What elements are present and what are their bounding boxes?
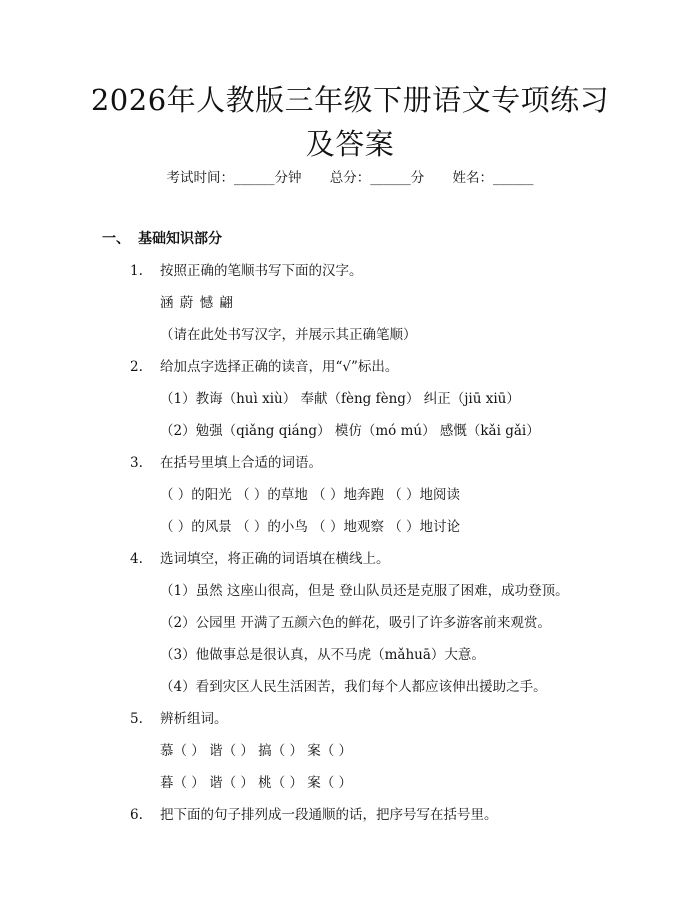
section-number: 一、 [102, 231, 130, 247]
word-group-line: 暮（ ） 谐（ ） 桃（ ） 案（ ） [160, 775, 353, 791]
writing-instruction: （请在此处书写汉字，并展示其正确笔顺） [160, 327, 417, 343]
fill-blank-line: （ ）的风景 （ ）的小鸟 （ ）地观察 （ ）地讨论 [160, 519, 461, 535]
word-group-line: 慕（ ） 谐（ ） 搞（ ） 案（ ） [160, 743, 353, 759]
sentence-line: （3）他做事总是很认真，从不马虎（mǎhuā）大意。 [160, 647, 485, 663]
question-text: 选词填空，将正确的词语填在横线上。 [160, 551, 390, 567]
question-text: 辨析组词。 [160, 711, 228, 727]
question-text: 给加点字选择正确的读音，用“√”标出。 [160, 359, 399, 375]
characters-to-write: 涵 蔚 憾 翩 [160, 295, 234, 311]
exam-info [0, 168, 700, 188]
question-number: 3. [130, 455, 143, 471]
section-heading [102, 229, 222, 249]
section-title: 基础知识部分 [138, 231, 222, 247]
total-score: 总分：______分 [329, 170, 425, 186]
question-number: 1. [130, 263, 143, 279]
question-number: 4. [130, 551, 143, 567]
question-number: 5. [130, 711, 143, 727]
document-title: 2026年人教版三年级下册语文专项练习及答案 [90, 83, 610, 161]
question-text: 在括号里填上合适的词语。 [160, 455, 322, 471]
question-text: 把下面的句子排列成一段通顺的话，把序号写在括号里。 [160, 807, 498, 823]
exam-time: 考试时间：______分钟 [166, 170, 302, 186]
pinyin-choice-line: （1）教诲（huì xiù） 奉献（fèng fèng） 纠正（jiū xiū） [160, 391, 520, 407]
sentence-line: （2）公园里 开满了五颜六色的鲜花，吸引了许多游客前来观赏。 [160, 615, 551, 631]
fill-blank-line: （ ）的阳光 （ ）的草地 （ ）地奔跑 （ ）地阅读 [160, 487, 461, 503]
question-text: 按照正确的笔顺书写下面的汉字。 [160, 263, 363, 279]
student-name: 姓名：______ [452, 170, 534, 186]
question-number: 2. [130, 359, 143, 375]
question-number: 6. [130, 807, 143, 823]
sentence-line: （1）虽然 这座山很高，但是 登山队员还是克服了困难，成功登顶。 [160, 583, 569, 599]
pinyin-choice-line: （2）勉强（qiǎng qiáng） 模仿（mó mú） 感慨（kǎi gǎi） [160, 423, 540, 439]
sentence-line: （4）看到灾区人民生活困苦，我们每个人都应该伸出援助之手。 [160, 679, 547, 695]
